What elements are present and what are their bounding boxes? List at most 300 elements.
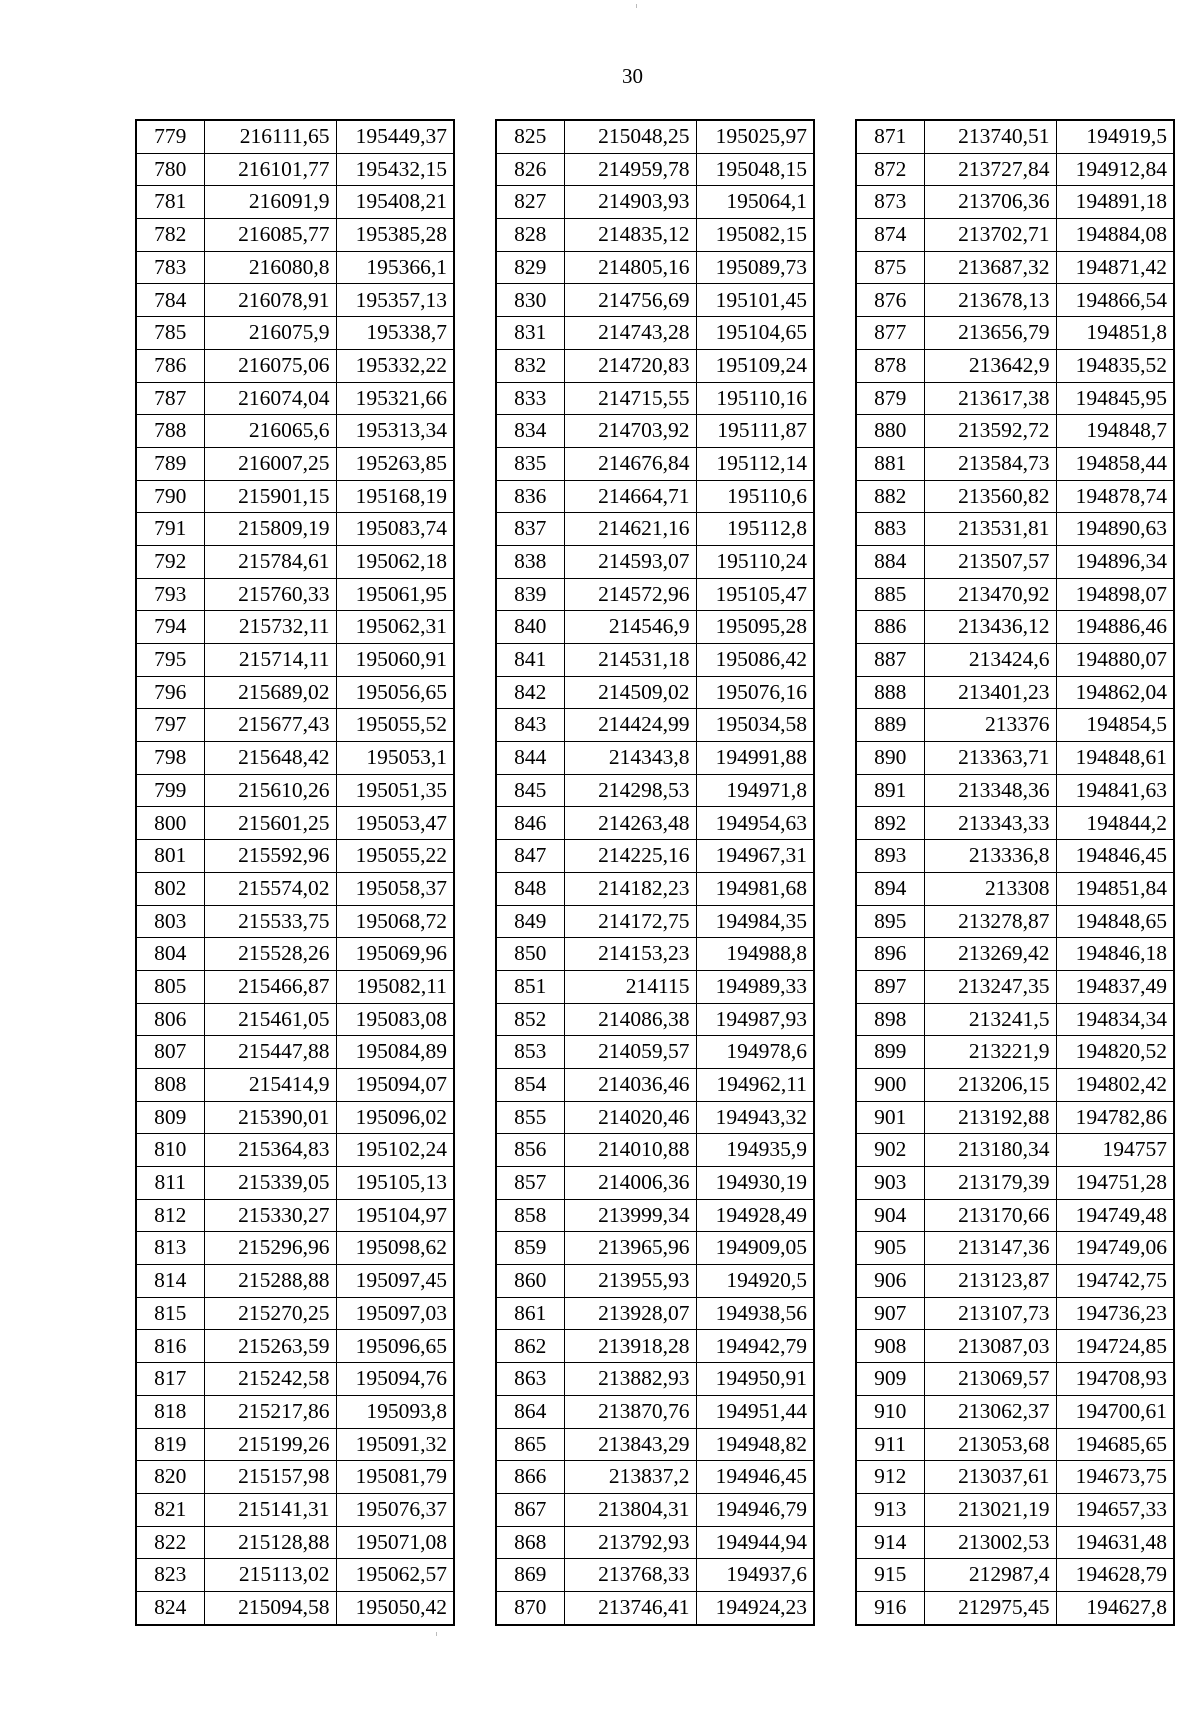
- y-coordinate-cell: 195168,19: [336, 480, 454, 513]
- x-coordinate-cell: 215466,87: [204, 970, 336, 1003]
- table-row: [856, 153, 1174, 186]
- point-number-cell: 814: [136, 1265, 204, 1298]
- table-row: [496, 774, 814, 807]
- x-coordinate-cell: 213348,36: [924, 774, 1056, 807]
- x-coordinate-cell: 213424,6: [924, 644, 1056, 677]
- x-coordinate-cell: 213837,2: [564, 1461, 696, 1494]
- y-coordinate-cell: 194946,45: [696, 1461, 814, 1494]
- table-row: [856, 1297, 1174, 1330]
- y-coordinate-cell: 194891,18: [1056, 186, 1174, 219]
- table-row: [136, 1363, 454, 1396]
- x-coordinate-cell: 216074,04: [204, 382, 336, 415]
- table-row: [496, 905, 814, 938]
- y-coordinate-cell: 195098,62: [336, 1232, 454, 1265]
- x-coordinate-cell: 214572,96: [564, 578, 696, 611]
- point-number-cell: 860: [496, 1265, 564, 1298]
- y-coordinate-cell: 194846,45: [1056, 840, 1174, 873]
- x-coordinate-cell: 213592,72: [924, 415, 1056, 448]
- table-row: [856, 644, 1174, 677]
- x-coordinate-cell: 214903,93: [564, 186, 696, 219]
- x-coordinate-cell: 214805,16: [564, 251, 696, 284]
- y-coordinate-cell: 195091,32: [336, 1428, 454, 1461]
- point-number-cell: 862: [496, 1330, 564, 1363]
- table-row: [856, 382, 1174, 415]
- point-number-cell: 809: [136, 1101, 204, 1134]
- point-number-cell: 839: [496, 578, 564, 611]
- y-coordinate-cell: 194834,34: [1056, 1003, 1174, 1036]
- table-row: [136, 1068, 454, 1101]
- y-coordinate-cell: 195051,35: [336, 774, 454, 807]
- x-coordinate-cell: 213617,38: [924, 382, 1056, 415]
- y-coordinate-cell: 194944,94: [696, 1526, 814, 1559]
- x-coordinate-cell: 216101,77: [204, 153, 336, 186]
- point-number-cell: 864: [496, 1395, 564, 1428]
- point-number-cell: 796: [136, 676, 204, 709]
- x-coordinate-cell: 216007,25: [204, 447, 336, 480]
- point-number-cell: 827: [496, 186, 564, 219]
- table-row: [856, 545, 1174, 578]
- point-number-cell: 876: [856, 284, 924, 317]
- table-row: [496, 447, 814, 480]
- y-coordinate-cell: 195025,97: [696, 120, 814, 153]
- y-coordinate-cell: 195095,28: [696, 611, 814, 644]
- x-coordinate-cell: 214172,75: [564, 905, 696, 938]
- table-row: [856, 1232, 1174, 1265]
- table-row: [856, 1167, 1174, 1200]
- point-number-cell: 888: [856, 676, 924, 709]
- table-row: [496, 1068, 814, 1101]
- x-coordinate-cell: 213069,57: [924, 1363, 1056, 1396]
- table-row: [856, 938, 1174, 971]
- point-number-cell: 874: [856, 219, 924, 252]
- point-number-cell: 789: [136, 447, 204, 480]
- table-row: [496, 807, 814, 840]
- x-coordinate-cell: 216075,9: [204, 317, 336, 350]
- x-coordinate-cell: 213170,66: [924, 1199, 1056, 1232]
- y-coordinate-cell: 195058,37: [336, 872, 454, 905]
- x-coordinate-cell: 213192,88: [924, 1101, 1056, 1134]
- table-row: [856, 1591, 1174, 1624]
- point-number-cell: 781: [136, 186, 204, 219]
- table-row: [496, 970, 814, 1003]
- table-row: [136, 807, 454, 840]
- y-coordinate-cell: 195102,24: [336, 1134, 454, 1167]
- point-number-cell: 897: [856, 970, 924, 1003]
- table-row: [856, 186, 1174, 219]
- point-number-cell: 808: [136, 1068, 204, 1101]
- y-coordinate-cell: 195263,85: [336, 447, 454, 480]
- point-number-cell: 909: [856, 1363, 924, 1396]
- point-number-cell: 790: [136, 480, 204, 513]
- y-coordinate-cell: 194909,05: [696, 1232, 814, 1265]
- table-row: [856, 1559, 1174, 1592]
- y-coordinate-cell: 195086,42: [696, 644, 814, 677]
- table-row: [496, 480, 814, 513]
- x-coordinate-cell: 215113,02: [204, 1559, 336, 1592]
- point-number-cell: 848: [496, 872, 564, 905]
- x-coordinate-cell: 214006,36: [564, 1167, 696, 1200]
- table-row: [496, 1265, 814, 1298]
- y-coordinate-cell: 194708,93: [1056, 1363, 1174, 1396]
- y-coordinate-cell: 195094,07: [336, 1068, 454, 1101]
- x-coordinate-cell: 215732,11: [204, 611, 336, 644]
- point-number-cell: 880: [856, 415, 924, 448]
- table-row: [136, 644, 454, 677]
- y-coordinate-cell: 195110,24: [696, 545, 814, 578]
- table-row: [496, 742, 814, 775]
- point-number-cell: 831: [496, 317, 564, 350]
- table-row: [496, 676, 814, 709]
- point-number-cell: 891: [856, 774, 924, 807]
- x-coordinate-cell: 215648,42: [204, 742, 336, 775]
- table-row: [856, 970, 1174, 1003]
- x-coordinate-cell: 215461,05: [204, 1003, 336, 1036]
- coordinate-table-1: [135, 119, 455, 1626]
- table-row: [496, 1297, 814, 1330]
- y-coordinate-cell: 195104,97: [336, 1199, 454, 1232]
- x-coordinate-cell: 214424,99: [564, 709, 696, 742]
- x-coordinate-cell: 216085,77: [204, 219, 336, 252]
- point-number-cell: 899: [856, 1036, 924, 1069]
- y-coordinate-cell: 194858,44: [1056, 447, 1174, 480]
- y-coordinate-cell: 194757: [1056, 1134, 1174, 1167]
- x-coordinate-cell: 214225,16: [564, 840, 696, 873]
- table-row: [136, 872, 454, 905]
- point-number-cell: 786: [136, 349, 204, 382]
- x-coordinate-cell: 214020,46: [564, 1101, 696, 1134]
- x-coordinate-cell: 215533,75: [204, 905, 336, 938]
- y-coordinate-cell: 194981,68: [696, 872, 814, 905]
- table-row: [496, 1591, 814, 1624]
- table-row: [136, 1395, 454, 1428]
- x-coordinate-cell: 214703,92: [564, 415, 696, 448]
- x-coordinate-cell: 213308: [924, 872, 1056, 905]
- point-number-cell: 859: [496, 1232, 564, 1265]
- x-coordinate-cell: 213241,5: [924, 1003, 1056, 1036]
- y-coordinate-cell: 195321,66: [336, 382, 454, 415]
- table-row: [856, 415, 1174, 448]
- table-row: [136, 480, 454, 513]
- point-number-cell: 838: [496, 545, 564, 578]
- table-row: [496, 1134, 814, 1167]
- y-coordinate-cell: 194912,84: [1056, 153, 1174, 186]
- table-row: [496, 1199, 814, 1232]
- table-row: [496, 1395, 814, 1428]
- point-number-cell: 915: [856, 1559, 924, 1592]
- table-row: [856, 251, 1174, 284]
- x-coordinate-cell: 213179,39: [924, 1167, 1056, 1200]
- x-coordinate-cell: 214621,16: [564, 513, 696, 546]
- y-coordinate-cell: 194846,18: [1056, 938, 1174, 971]
- point-number-cell: 911: [856, 1428, 924, 1461]
- table-row: [136, 774, 454, 807]
- point-number-cell: 812: [136, 1199, 204, 1232]
- y-coordinate-cell: 195048,15: [696, 153, 814, 186]
- y-coordinate-cell: 194749,06: [1056, 1232, 1174, 1265]
- x-coordinate-cell: 214298,53: [564, 774, 696, 807]
- x-coordinate-cell: 213507,57: [924, 545, 1056, 578]
- x-coordinate-cell: 214720,83: [564, 349, 696, 382]
- x-coordinate-cell: 213269,42: [924, 938, 1056, 971]
- table-row: [856, 774, 1174, 807]
- x-coordinate-cell: 215610,26: [204, 774, 336, 807]
- x-coordinate-cell: 216111,65: [204, 120, 336, 153]
- x-coordinate-cell: 213727,84: [924, 153, 1056, 186]
- y-coordinate-cell: 195385,28: [336, 219, 454, 252]
- point-number-cell: 858: [496, 1199, 564, 1232]
- y-coordinate-cell: 195096,02: [336, 1101, 454, 1134]
- x-coordinate-cell: 214115: [564, 970, 696, 1003]
- point-number-cell: 890: [856, 742, 924, 775]
- table-row: [136, 1036, 454, 1069]
- table-row: [496, 1428, 814, 1461]
- x-coordinate-cell: 215094,58: [204, 1591, 336, 1624]
- x-coordinate-cell: 213021,19: [924, 1493, 1056, 1526]
- x-coordinate-cell: 213002,53: [924, 1526, 1056, 1559]
- table-row: [856, 611, 1174, 644]
- x-coordinate-cell: 214010,88: [564, 1134, 696, 1167]
- table-row: [856, 807, 1174, 840]
- point-number-cell: 887: [856, 644, 924, 677]
- table-row: [136, 709, 454, 742]
- table-row: [856, 1199, 1174, 1232]
- x-coordinate-cell: 213740,51: [924, 120, 1056, 153]
- x-coordinate-cell: 215199,26: [204, 1428, 336, 1461]
- point-number-cell: 844: [496, 742, 564, 775]
- table-row: [496, 1559, 814, 1592]
- x-coordinate-cell: 215714,11: [204, 644, 336, 677]
- y-coordinate-cell: 194954,63: [696, 807, 814, 840]
- y-coordinate-cell: 194919,5: [1056, 120, 1174, 153]
- table-row: [496, 120, 814, 153]
- table-row: [136, 1428, 454, 1461]
- table-row: [496, 317, 814, 350]
- point-number-cell: 826: [496, 153, 564, 186]
- x-coordinate-cell: 213656,79: [924, 317, 1056, 350]
- y-coordinate-cell: 195053,1: [336, 742, 454, 775]
- x-coordinate-cell: 215414,9: [204, 1068, 336, 1101]
- y-coordinate-cell: 194866,54: [1056, 284, 1174, 317]
- x-coordinate-cell: 213123,87: [924, 1265, 1056, 1298]
- x-coordinate-cell: 216065,6: [204, 415, 336, 448]
- y-coordinate-cell: 195083,08: [336, 1003, 454, 1036]
- x-coordinate-cell: 213882,93: [564, 1363, 696, 1396]
- point-number-cell: 793: [136, 578, 204, 611]
- table-row: [496, 349, 814, 382]
- table-row: [496, 709, 814, 742]
- point-number-cell: 824: [136, 1591, 204, 1624]
- y-coordinate-cell: 195060,91: [336, 644, 454, 677]
- x-coordinate-cell: 215689,02: [204, 676, 336, 709]
- point-number-cell: 787: [136, 382, 204, 415]
- x-coordinate-cell: 215128,88: [204, 1526, 336, 1559]
- point-number-cell: 872: [856, 153, 924, 186]
- y-coordinate-cell: 194871,42: [1056, 251, 1174, 284]
- y-coordinate-cell: 194878,74: [1056, 480, 1174, 513]
- table-row: [136, 970, 454, 1003]
- y-coordinate-cell: 195366,1: [336, 251, 454, 284]
- table-row: [136, 447, 454, 480]
- point-number-cell: 798: [136, 742, 204, 775]
- x-coordinate-cell: 215601,25: [204, 807, 336, 840]
- point-number-cell: 903: [856, 1167, 924, 1200]
- table-row: [136, 349, 454, 382]
- x-coordinate-cell: 214059,57: [564, 1036, 696, 1069]
- y-coordinate-cell: 195082,11: [336, 970, 454, 1003]
- point-number-cell: 850: [496, 938, 564, 971]
- x-coordinate-cell: 215296,96: [204, 1232, 336, 1265]
- y-coordinate-cell: 194782,86: [1056, 1101, 1174, 1134]
- y-coordinate-cell: 194937,6: [696, 1559, 814, 1592]
- y-coordinate-cell: 194948,82: [696, 1428, 814, 1461]
- point-number-cell: 898: [856, 1003, 924, 1036]
- y-coordinate-cell: 194967,31: [696, 840, 814, 873]
- table-row: [136, 120, 454, 153]
- table-row: [136, 1591, 454, 1624]
- table-row: [496, 644, 814, 677]
- point-number-cell: 828: [496, 219, 564, 252]
- y-coordinate-cell: 194898,07: [1056, 578, 1174, 611]
- y-coordinate-cell: 194628,79: [1056, 1559, 1174, 1592]
- point-number-cell: 815: [136, 1297, 204, 1330]
- point-number-cell: 865: [496, 1428, 564, 1461]
- y-coordinate-cell: 195094,76: [336, 1363, 454, 1396]
- point-number-cell: 797: [136, 709, 204, 742]
- point-number-cell: 807: [136, 1036, 204, 1069]
- point-number-cell: 830: [496, 284, 564, 317]
- table-row: [496, 545, 814, 578]
- y-coordinate-cell: 194820,52: [1056, 1036, 1174, 1069]
- table-row: [856, 742, 1174, 775]
- y-coordinate-cell: 195097,03: [336, 1297, 454, 1330]
- table-row: [136, 1526, 454, 1559]
- y-coordinate-cell: 195110,6: [696, 480, 814, 513]
- point-number-cell: 873: [856, 186, 924, 219]
- y-coordinate-cell: 194930,19: [696, 1167, 814, 1200]
- y-coordinate-cell: 195055,22: [336, 840, 454, 873]
- point-number-cell: 882: [856, 480, 924, 513]
- point-number-cell: 794: [136, 611, 204, 644]
- y-coordinate-cell: 194751,28: [1056, 1167, 1174, 1200]
- y-coordinate-cell: 194835,52: [1056, 349, 1174, 382]
- table-row: [136, 1559, 454, 1592]
- table-row: [856, 219, 1174, 252]
- point-number-cell: 868: [496, 1526, 564, 1559]
- table-row: [496, 251, 814, 284]
- x-coordinate-cell: 213206,15: [924, 1068, 1056, 1101]
- x-coordinate-cell: 213792,93: [564, 1526, 696, 1559]
- table-row: [496, 1232, 814, 1265]
- table-row: [856, 480, 1174, 513]
- y-coordinate-cell: 195338,7: [336, 317, 454, 350]
- point-number-cell: 869: [496, 1559, 564, 1592]
- point-number-cell: 801: [136, 840, 204, 873]
- coordinate-table-body: [496, 120, 814, 1625]
- point-number-cell: 853: [496, 1036, 564, 1069]
- y-coordinate-cell: 195109,24: [696, 349, 814, 382]
- table-row: [496, 1526, 814, 1559]
- y-coordinate-cell: 194988,8: [696, 938, 814, 971]
- scan-speck-bottom: [436, 1632, 437, 1636]
- point-number-cell: 883: [856, 513, 924, 546]
- point-number-cell: 843: [496, 709, 564, 742]
- x-coordinate-cell: 214756,69: [564, 284, 696, 317]
- y-coordinate-cell: 195432,15: [336, 153, 454, 186]
- point-number-cell: 863: [496, 1363, 564, 1396]
- table-row: [856, 1428, 1174, 1461]
- y-coordinate-cell: 194736,23: [1056, 1297, 1174, 1330]
- point-number-cell: 799: [136, 774, 204, 807]
- point-number-cell: 821: [136, 1493, 204, 1526]
- table-row: [856, 1493, 1174, 1526]
- table-row: [136, 1167, 454, 1200]
- x-coordinate-cell: 213999,34: [564, 1199, 696, 1232]
- y-coordinate-cell: 194837,49: [1056, 970, 1174, 1003]
- point-number-cell: 785: [136, 317, 204, 350]
- y-coordinate-cell: 194987,93: [696, 1003, 814, 1036]
- x-coordinate-cell: 214263,48: [564, 807, 696, 840]
- table-row: [856, 349, 1174, 382]
- y-coordinate-cell: 195112,8: [696, 513, 814, 546]
- x-coordinate-cell: 212987,4: [924, 1559, 1056, 1592]
- point-number-cell: 832: [496, 349, 564, 382]
- y-coordinate-cell: 195034,58: [696, 709, 814, 742]
- x-coordinate-cell: 213687,32: [924, 251, 1056, 284]
- y-coordinate-cell: 195076,37: [336, 1493, 454, 1526]
- y-coordinate-cell: 194920,5: [696, 1265, 814, 1298]
- point-number-cell: 893: [856, 840, 924, 873]
- point-number-cell: 877: [856, 317, 924, 350]
- table-row: [136, 153, 454, 186]
- y-coordinate-cell: 194962,11: [696, 1068, 814, 1101]
- x-coordinate-cell: 215677,43: [204, 709, 336, 742]
- point-number-cell: 833: [496, 382, 564, 415]
- table-row: [136, 545, 454, 578]
- y-coordinate-cell: 195313,34: [336, 415, 454, 448]
- y-coordinate-cell: 194848,61: [1056, 742, 1174, 775]
- x-coordinate-cell: 215263,59: [204, 1330, 336, 1363]
- table-row: [856, 120, 1174, 153]
- x-coordinate-cell: 213037,61: [924, 1461, 1056, 1494]
- y-coordinate-cell: 195097,45: [336, 1265, 454, 1298]
- table-row: [136, 186, 454, 219]
- x-coordinate-cell: 213107,73: [924, 1297, 1056, 1330]
- point-number-cell: 840: [496, 611, 564, 644]
- x-coordinate-cell: 213221,9: [924, 1036, 1056, 1069]
- point-number-cell: 791: [136, 513, 204, 546]
- y-coordinate-cell: 194880,07: [1056, 644, 1174, 677]
- y-coordinate-cell: 195081,79: [336, 1461, 454, 1494]
- x-coordinate-cell: 214182,23: [564, 872, 696, 905]
- point-number-cell: 837: [496, 513, 564, 546]
- x-coordinate-cell: 214743,28: [564, 317, 696, 350]
- table-row: [856, 1068, 1174, 1101]
- point-number-cell: 816: [136, 1330, 204, 1363]
- x-coordinate-cell: 216075,06: [204, 349, 336, 382]
- y-coordinate-cell: 194951,44: [696, 1395, 814, 1428]
- x-coordinate-cell: 213180,34: [924, 1134, 1056, 1167]
- x-coordinate-cell: 215288,88: [204, 1265, 336, 1298]
- x-coordinate-cell: 215809,19: [204, 513, 336, 546]
- y-coordinate-cell: 195055,52: [336, 709, 454, 742]
- table-row: [496, 1003, 814, 1036]
- x-coordinate-cell: 214036,46: [564, 1068, 696, 1101]
- y-coordinate-cell: 194700,61: [1056, 1395, 1174, 1428]
- table-row: [136, 251, 454, 284]
- table-row: [496, 513, 814, 546]
- x-coordinate-cell: 214676,84: [564, 447, 696, 480]
- point-number-cell: 829: [496, 251, 564, 284]
